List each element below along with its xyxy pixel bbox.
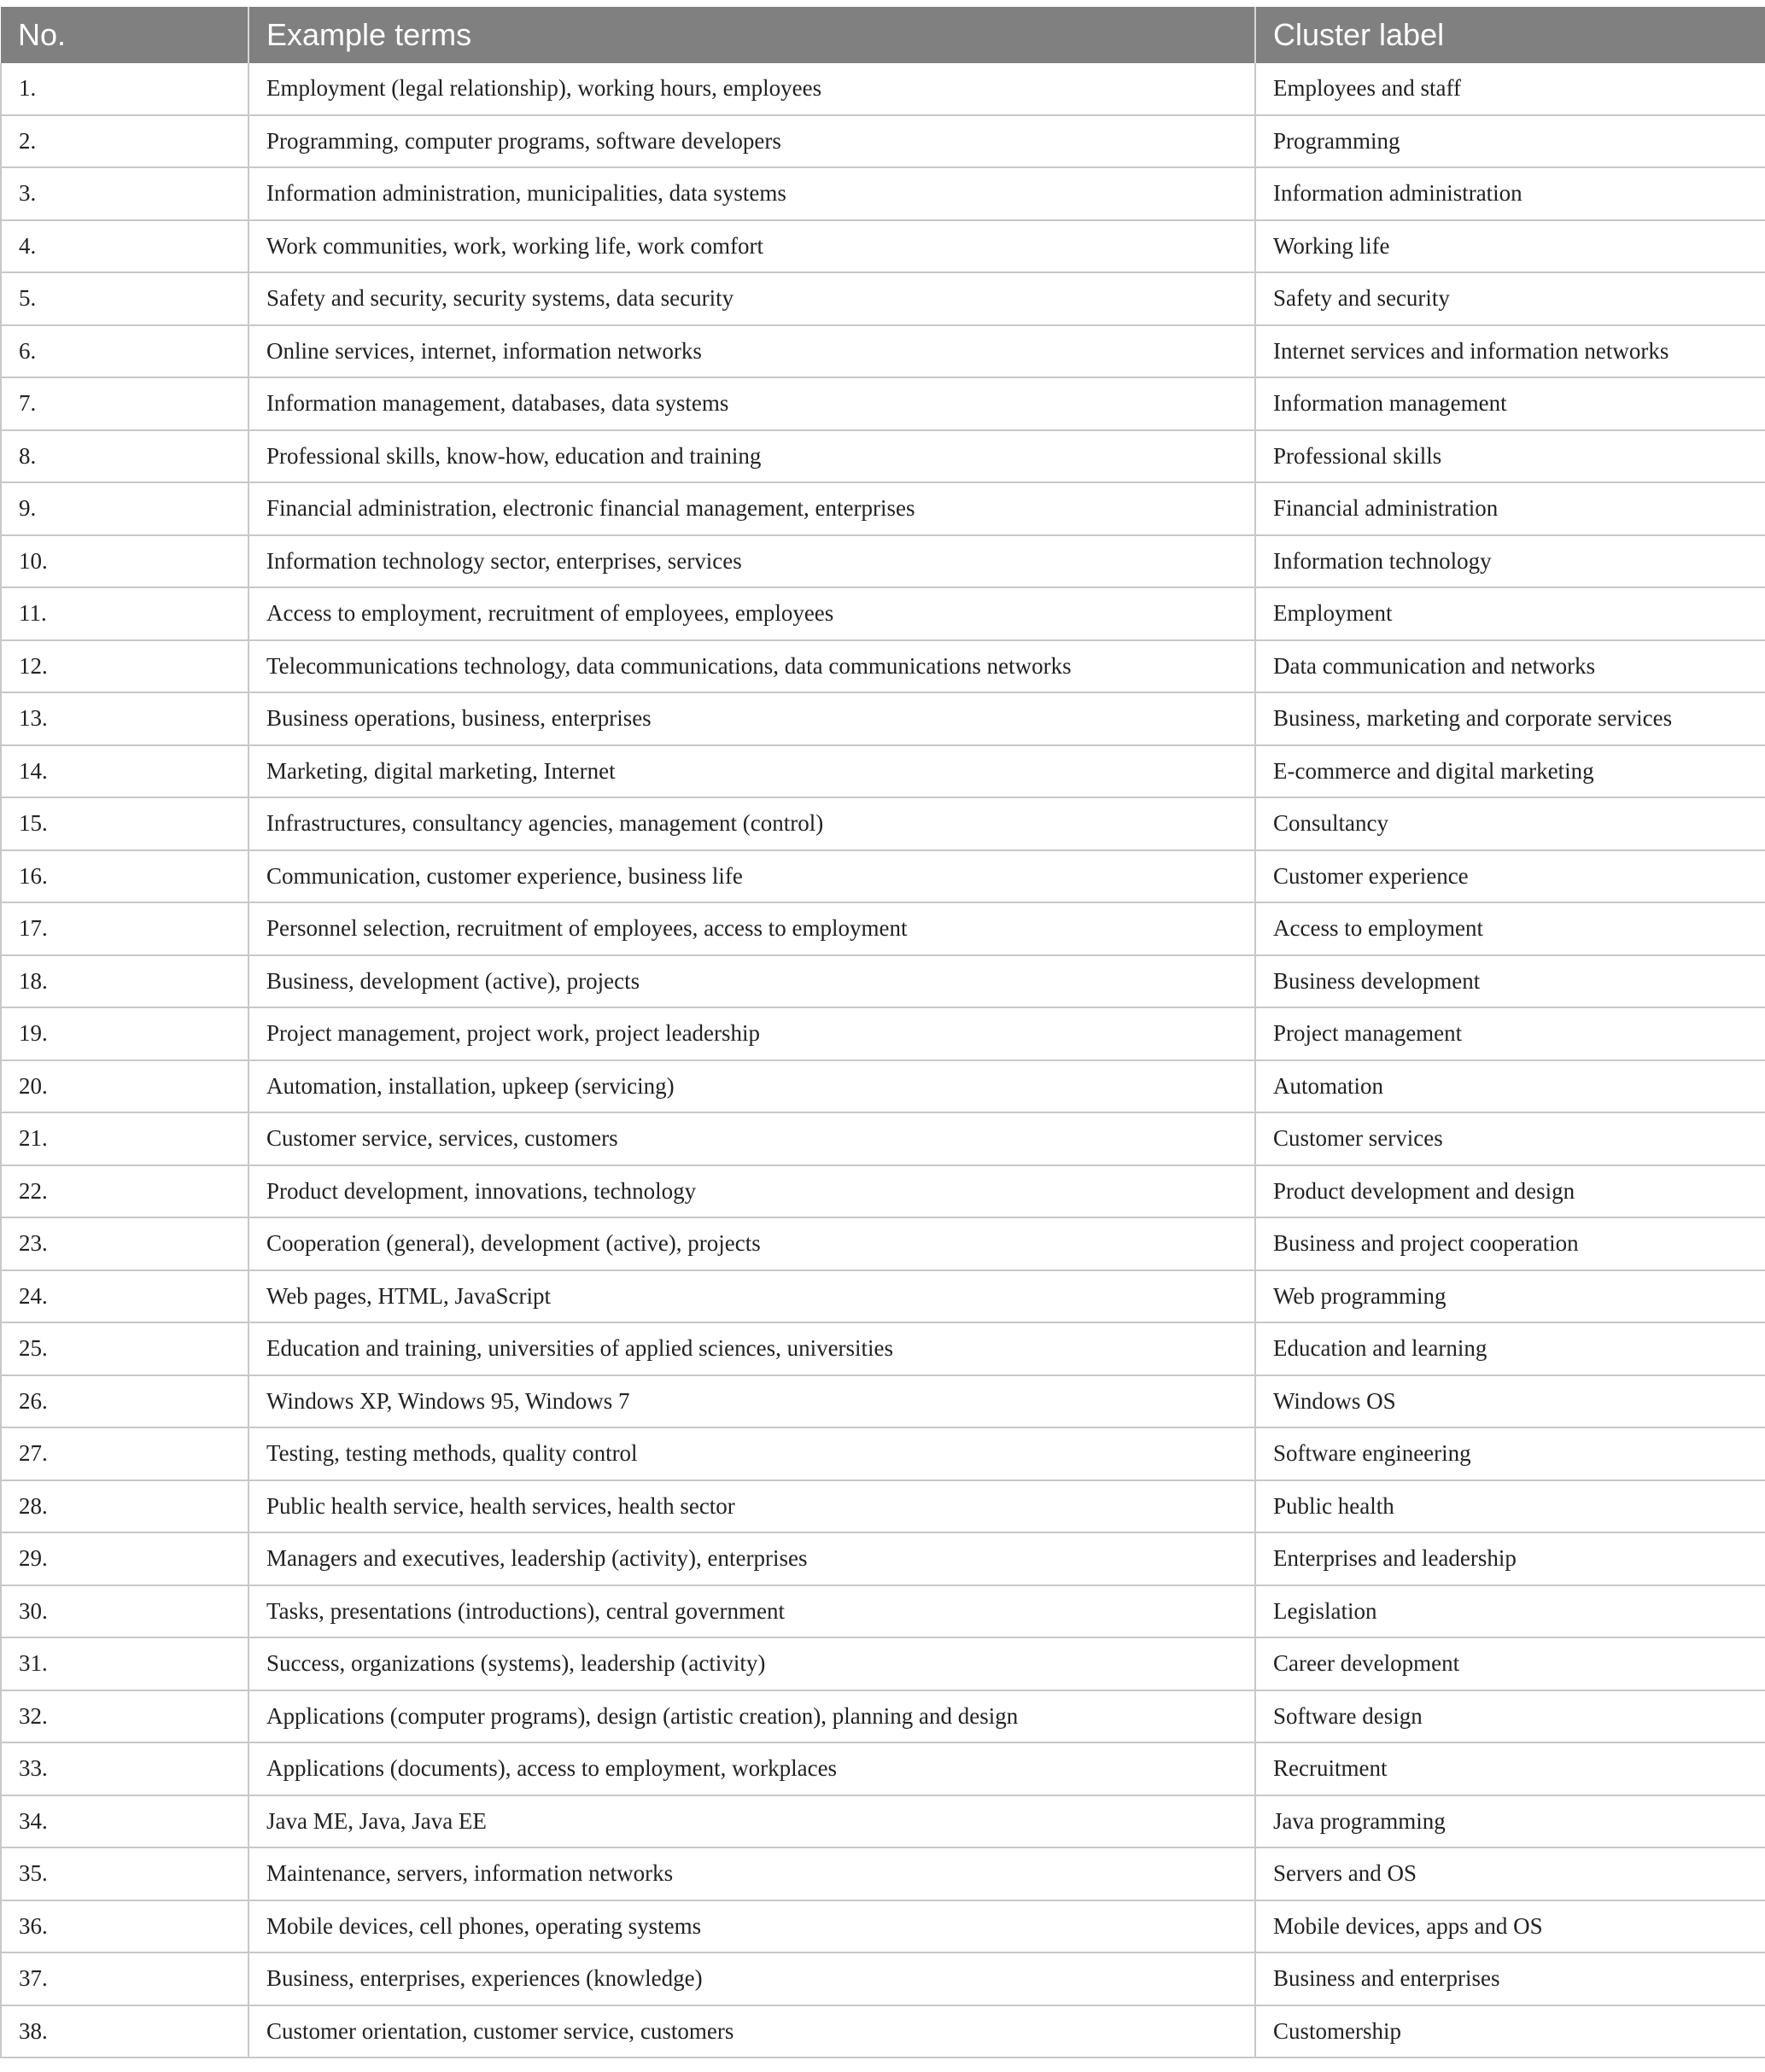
cell-cluster-label: Business development xyxy=(1255,955,1765,1008)
cell-example-terms: Telecommunications technology, data communications, data communications networks xyxy=(248,640,1255,693)
table-row xyxy=(1,272,1765,325)
cell-example-terms: Java ME, Java, Java EE xyxy=(248,1795,1255,1848)
cell-cluster-label: Business, marketing and corporate services xyxy=(1255,692,1765,745)
cell-no: 34. xyxy=(1,1795,248,1848)
cell-example-terms: Public health service, health services, health sector xyxy=(248,1480,1255,1533)
header-cluster-label: Cluster label xyxy=(1255,7,1765,63)
cell-cluster-label: Customership xyxy=(1255,2005,1765,2058)
cluster-table xyxy=(0,7,1765,2058)
table-row xyxy=(1,692,1765,745)
table-row xyxy=(1,1217,1765,1270)
table-row xyxy=(1,115,1765,168)
table-row xyxy=(1,1165,1765,1218)
cell-example-terms: Communication, customer experience, business life xyxy=(248,850,1255,903)
cell-example-terms: Information administration, municipalities, data systems xyxy=(248,167,1255,220)
table-row xyxy=(1,377,1765,430)
cell-no: 27. xyxy=(1,1427,248,1480)
cell-example-terms: Web pages, HTML, JavaScript xyxy=(248,1270,1255,1323)
table-row xyxy=(1,63,1765,115)
cell-example-terms: Success, organizations (systems), leadership (activity) xyxy=(248,1637,1255,1690)
cluster-table-container xyxy=(0,7,1765,2058)
cell-no: 5. xyxy=(1,272,248,325)
cell-example-terms: Business operations, business, enterprises xyxy=(248,692,1255,745)
cell-cluster-label: Professional skills xyxy=(1255,430,1765,483)
cell-cluster-label: Product development and design xyxy=(1255,1165,1765,1218)
cell-cluster-label: Customer services xyxy=(1255,1112,1765,1165)
cell-cluster-label: Enterprises and leadership xyxy=(1255,1532,1765,1585)
cell-example-terms: Access to employment, recruitment of employees, employees xyxy=(248,587,1255,640)
cell-example-terms: Safety and security, security systems, data security xyxy=(248,272,1255,325)
table-header xyxy=(1,7,1765,63)
cell-cluster-label: Business and enterprises xyxy=(1255,1952,1765,2005)
cell-no: 12. xyxy=(1,640,248,693)
cell-cluster-label: Software design xyxy=(1255,1690,1765,1743)
cell-no: 35. xyxy=(1,1847,248,1900)
cell-example-terms: Programming, computer programs, software developers xyxy=(248,115,1255,168)
cell-no: 23. xyxy=(1,1217,248,1270)
cell-example-terms: Tasks, presentations (introductions), central government xyxy=(248,1585,1255,1638)
cell-example-terms: Financial administration, electronic financial management, enterprises xyxy=(248,482,1255,535)
cell-example-terms: Business, enterprises, experiences (knowledge) xyxy=(248,1952,1255,2005)
cell-no: 37. xyxy=(1,1952,248,2005)
table-row xyxy=(1,850,1765,903)
cell-example-terms: Employment (legal relationship), working hours, employees xyxy=(248,63,1255,115)
cell-no: 38. xyxy=(1,2005,248,2058)
cell-example-terms: Mobile devices, cell phones, operating systems xyxy=(248,1900,1255,1953)
cell-no: 32. xyxy=(1,1690,248,1743)
cell-cluster-label: Legislation xyxy=(1255,1585,1765,1638)
table-row xyxy=(1,1532,1765,1585)
table-row xyxy=(1,1742,1765,1795)
cell-example-terms: Maintenance, servers, information networks xyxy=(248,1847,1255,1900)
cell-cluster-label: Career development xyxy=(1255,1637,1765,1690)
table-row xyxy=(1,1637,1765,1690)
cell-cluster-label: Safety and security xyxy=(1255,272,1765,325)
cell-example-terms: Personnel selection, recruitment of employees, access to employment xyxy=(248,902,1255,955)
cell-no: 17. xyxy=(1,902,248,955)
cell-no: 30. xyxy=(1,1585,248,1638)
cell-no: 19. xyxy=(1,1007,248,1060)
table-row xyxy=(1,1900,1765,1953)
cell-cluster-label: Working life xyxy=(1255,220,1765,273)
cell-example-terms: Education and training, universities of applied sciences, universities xyxy=(248,1322,1255,1375)
cell-cluster-label: Mobile devices, apps and OS xyxy=(1255,1900,1765,1953)
table-row xyxy=(1,902,1765,955)
cell-no: 18. xyxy=(1,955,248,1008)
cell-cluster-label: Software engineering xyxy=(1255,1427,1765,1480)
table-row xyxy=(1,1112,1765,1165)
cell-cluster-label: Recruitment xyxy=(1255,1742,1765,1795)
table-row xyxy=(1,640,1765,693)
cell-no: 11. xyxy=(1,587,248,640)
cell-example-terms: Automation, installation, upkeep (servicing) xyxy=(248,1060,1255,1113)
cell-no: 31. xyxy=(1,1637,248,1690)
cell-example-terms: Online services, internet, information networks xyxy=(248,325,1255,378)
table-row xyxy=(1,1795,1765,1848)
table-row xyxy=(1,797,1765,850)
cell-no: 10. xyxy=(1,535,248,588)
cell-no: 1. xyxy=(1,63,248,115)
cell-cluster-label: Employees and staff xyxy=(1255,63,1765,115)
cell-cluster-label: Access to employment xyxy=(1255,902,1765,955)
cell-example-terms: Project management, project work, project leadership xyxy=(248,1007,1255,1060)
cell-example-terms: Testing, testing methods, quality control xyxy=(248,1427,1255,1480)
cell-example-terms: Cooperation (general), development (active), projects xyxy=(248,1217,1255,1270)
cell-cluster-label: Business and project cooperation xyxy=(1255,1217,1765,1270)
cell-cluster-label: Employment xyxy=(1255,587,1765,640)
cell-cluster-label: Java programming xyxy=(1255,1795,1765,1848)
cell-no: 8. xyxy=(1,430,248,483)
table-row xyxy=(1,1952,1765,2005)
cell-cluster-label: Internet services and information networks xyxy=(1255,325,1765,378)
cell-no: 3. xyxy=(1,167,248,220)
table-row xyxy=(1,2005,1765,2058)
cell-cluster-label: Servers and OS xyxy=(1255,1847,1765,1900)
cell-no: 20. xyxy=(1,1060,248,1113)
cell-example-terms: Business, development (active), projects xyxy=(248,955,1255,1008)
cell-example-terms: Applications (computer programs), design (artistic creation), planning and design xyxy=(248,1690,1255,1743)
cell-no: 24. xyxy=(1,1270,248,1323)
cell-cluster-label: Programming xyxy=(1255,115,1765,168)
cell-example-terms: Product development, innovations, technology xyxy=(248,1165,1255,1218)
cell-cluster-label: Consultancy xyxy=(1255,797,1765,850)
table-row xyxy=(1,325,1765,378)
table-row xyxy=(1,1847,1765,1900)
cell-example-terms: Managers and executives, leadership (activity), enterprises xyxy=(248,1532,1255,1585)
cell-no: 22. xyxy=(1,1165,248,1218)
cell-no: 26. xyxy=(1,1375,248,1428)
header-example-terms: Example terms xyxy=(248,7,1255,63)
cell-no: 25. xyxy=(1,1322,248,1375)
table-row xyxy=(1,167,1765,220)
cell-example-terms: Information management, databases, data systems xyxy=(248,377,1255,430)
cell-cluster-label: Web programming xyxy=(1255,1270,1765,1323)
cell-no: 16. xyxy=(1,850,248,903)
cell-no: 15. xyxy=(1,797,248,850)
cell-cluster-label: Automation xyxy=(1255,1060,1765,1113)
table-row xyxy=(1,955,1765,1008)
table-row xyxy=(1,1322,1765,1375)
cell-cluster-label: Windows OS xyxy=(1255,1375,1765,1428)
cell-cluster-label: Information management xyxy=(1255,377,1765,430)
cell-no: 7. xyxy=(1,377,248,430)
cell-example-terms: Applications (documents), access to employment, workplaces xyxy=(248,1742,1255,1795)
cell-no: 33. xyxy=(1,1742,248,1795)
table-row xyxy=(1,745,1765,798)
cell-no: 28. xyxy=(1,1480,248,1533)
table-row xyxy=(1,1060,1765,1113)
table-row xyxy=(1,1270,1765,1323)
cell-example-terms: Infrastructures, consultancy agencies, management (control) xyxy=(248,797,1255,850)
cell-no: 9. xyxy=(1,482,248,535)
cell-no: 2. xyxy=(1,115,248,168)
cell-example-terms: Work communities, work, working life, work comfort xyxy=(248,220,1255,273)
table-row xyxy=(1,220,1765,273)
cell-no: 21. xyxy=(1,1112,248,1165)
cell-no: 6. xyxy=(1,325,248,378)
table-body xyxy=(1,63,1765,2057)
header-no: No. xyxy=(1,7,248,63)
cell-cluster-label: Customer experience xyxy=(1255,850,1765,903)
cell-example-terms: Professional skills, know-how, education and training xyxy=(248,430,1255,483)
cell-example-terms: Information technology sector, enterprises, services xyxy=(248,535,1255,588)
cell-example-terms: Customer service, services, customers xyxy=(248,1112,1255,1165)
table-row xyxy=(1,1375,1765,1428)
cell-cluster-label: E-commerce and digital marketing xyxy=(1255,745,1765,798)
cell-cluster-label: Information technology xyxy=(1255,535,1765,588)
table-row xyxy=(1,482,1765,535)
cell-no: 13. xyxy=(1,692,248,745)
cell-no: 36. xyxy=(1,1900,248,1953)
table-row xyxy=(1,1480,1765,1533)
cell-cluster-label: Data communication and networks xyxy=(1255,640,1765,693)
table-row xyxy=(1,1427,1765,1480)
cell-no: 4. xyxy=(1,220,248,273)
cell-example-terms: Windows XP, Windows 95, Windows 7 xyxy=(248,1375,1255,1428)
cell-cluster-label: Public health xyxy=(1255,1480,1765,1533)
cell-cluster-label: Education and learning xyxy=(1255,1322,1765,1375)
table-row xyxy=(1,587,1765,640)
table-row xyxy=(1,1690,1765,1743)
table-row xyxy=(1,535,1765,588)
table-row xyxy=(1,1007,1765,1060)
header-row xyxy=(1,7,1765,63)
cell-cluster-label: Financial administration xyxy=(1255,482,1765,535)
cell-cluster-label: Information administration xyxy=(1255,167,1765,220)
table-row xyxy=(1,430,1765,483)
cell-example-terms: Marketing, digital marketing, Internet xyxy=(248,745,1255,798)
cell-no: 14. xyxy=(1,745,248,798)
cell-cluster-label: Project management xyxy=(1255,1007,1765,1060)
table-row xyxy=(1,1585,1765,1638)
cell-no: 29. xyxy=(1,1532,248,1585)
cell-example-terms: Customer orientation, customer service, customers xyxy=(248,2005,1255,2058)
